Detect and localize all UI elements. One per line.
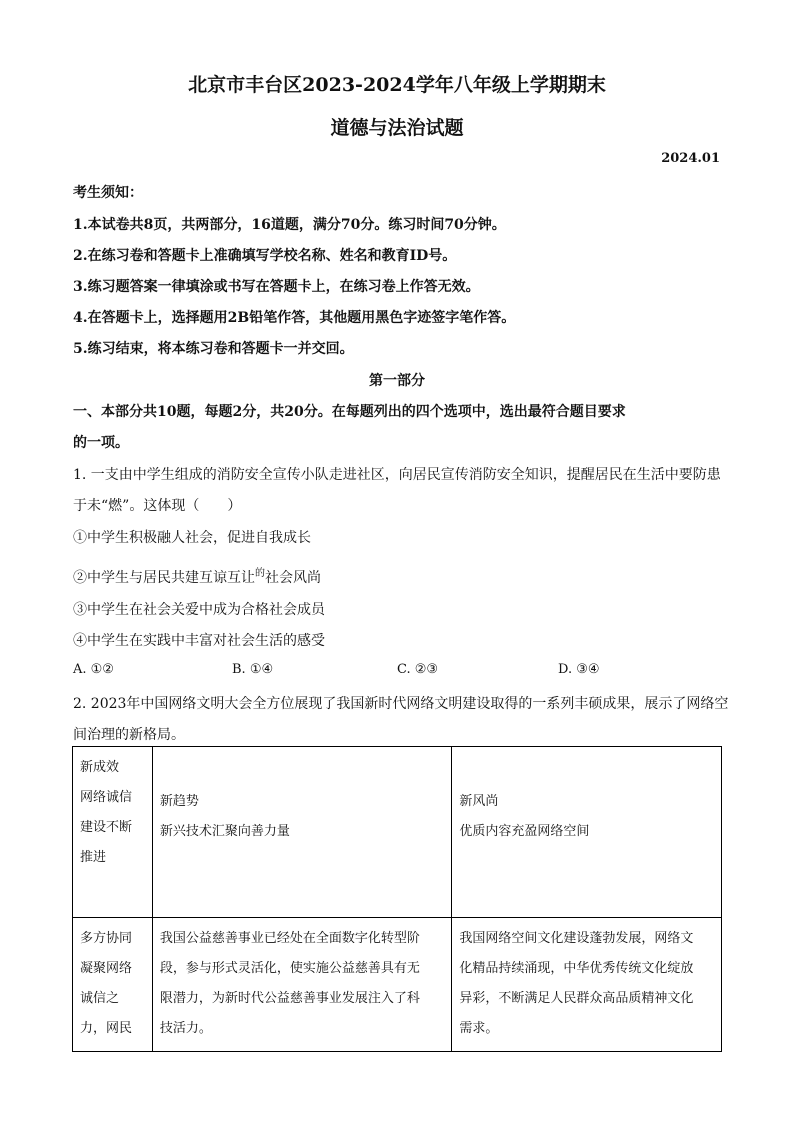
q1-statement-2-sup: 的 <box>255 568 265 579</box>
cell-line: 我国公益慈善事业已经处在全面数字化转型阶 <box>159 931 420 946</box>
q1-statement-2 <box>73 564 321 587</box>
notice-item-4: 4.在答题卡上，选择题用2B铅笔作答，其他题用黑色字迹签字笔作答。 <box>73 310 516 326</box>
page-subtitle: 道德与法治试题 <box>330 117 464 139</box>
page-title: 北京市丰台区2023-2024学年八年级上学期期末 <box>188 74 606 96</box>
notice-heading: 考生须知： <box>73 185 143 201</box>
q1-statement-3: ③中学生在社会关爱中成为合格社会成员 <box>73 602 325 618</box>
part-one-instruction: 一、本部分共10题，每题2分，共20分。在每题列出的四个选项中，选出最符合题目要求 <box>73 404 626 420</box>
notice-item-1: 1.本试卷共8页，共两部分，16道题，满分70分。练习时间70分钟。 <box>73 217 506 233</box>
notice-item-3: 3.练习题答案一律填涂或书写在答题卡上，在练习卷上作答无效。 <box>73 279 480 295</box>
table-cell <box>152 747 452 918</box>
q2-material-table <box>72 746 722 1052</box>
cell-line: 建设不断 <box>80 820 133 835</box>
q1-option-c: C. ②③ <box>397 662 439 677</box>
notice-item-5: 5.练习结束，将本练习卷和答题卡一并交回。 <box>73 341 354 357</box>
q1-statement-1: ①中学生积极融人社会，促进自我成长 <box>73 530 311 546</box>
cell-line: 限潜力，为新时代公益慈善事业发展注入了科 <box>159 991 420 1006</box>
q1-option-a: A. ①② <box>73 662 114 677</box>
q2-stem: 2. 2023年中国网络文明大会全方位展现了我国新时代网络文明建设取得的一系列丰硕成果，展示了网络空 <box>73 696 729 712</box>
table-cell <box>73 747 153 918</box>
cell-line: 新兴技术汇聚向善力量 <box>159 824 290 839</box>
cell-line: 新成效 <box>80 760 120 775</box>
notice-item-2: 2.在练习卷和答题卡上准确填写学校名称、姓名和教育ID号。 <box>73 248 457 264</box>
cell-line: 技活力。 <box>159 1021 212 1036</box>
exam-date: 2024.01 <box>661 151 720 166</box>
table-cell <box>452 918 722 1052</box>
q2-stem-cont: 间治理的新格局。 <box>73 727 185 743</box>
cell-line: 新趋势 <box>159 794 199 809</box>
q1-statement-4: ④中学生在实践中丰富对社会生活的感受 <box>73 633 325 649</box>
q1-stem-cont: 于未“燃”。这体现（ ） <box>73 498 242 514</box>
q1-option-b: B. ①④ <box>232 662 274 677</box>
cell-line: 多方协同 <box>80 931 133 946</box>
table-cell <box>73 918 153 1052</box>
table-cell <box>152 918 452 1052</box>
table-cell <box>452 747 722 918</box>
cell-line: 力，网民 <box>80 1021 133 1036</box>
cell-line: 我国网络空间文化建设蓬勃发展，网络文 <box>459 931 694 946</box>
cell-line: 需求。 <box>459 1021 499 1036</box>
cell-line: 诚信之 <box>80 991 120 1006</box>
part-one-title: 第一部分 <box>369 373 425 389</box>
q1-stem: 1. 一支由中学生组成的消防安全宣传小队走进社区，向居民宣传消防安全知识，提醒居民在生活中要防患 <box>73 467 721 483</box>
cell-line: 推进 <box>80 850 107 865</box>
q1-option-d: D. ③④ <box>558 662 600 677</box>
cell-line: 段，参与形式灵活化，使实施公益慈善具有无 <box>159 961 420 976</box>
table-row <box>73 918 722 1052</box>
cell-line: 化精品持续涌现，中华优秀传统文化绽放 <box>459 961 694 976</box>
q1-statement-2-tail: 社会风尚 <box>265 570 321 586</box>
table-row <box>73 747 722 918</box>
part-one-instruction-cont: 的一项。 <box>73 435 129 451</box>
q1-statement-2-text: ②中学生与居民共建互谅互让 <box>73 570 255 586</box>
cell-line: 网络诚信 <box>80 790 133 805</box>
cell-line: 异彩，不断满足人民群众高品质精神文化 <box>459 991 694 1006</box>
cell-line: 凝聚网络 <box>80 961 133 976</box>
cell-line: 新风尚 <box>459 794 499 809</box>
cell-line: 优质内容充盈网络空间 <box>459 824 590 839</box>
